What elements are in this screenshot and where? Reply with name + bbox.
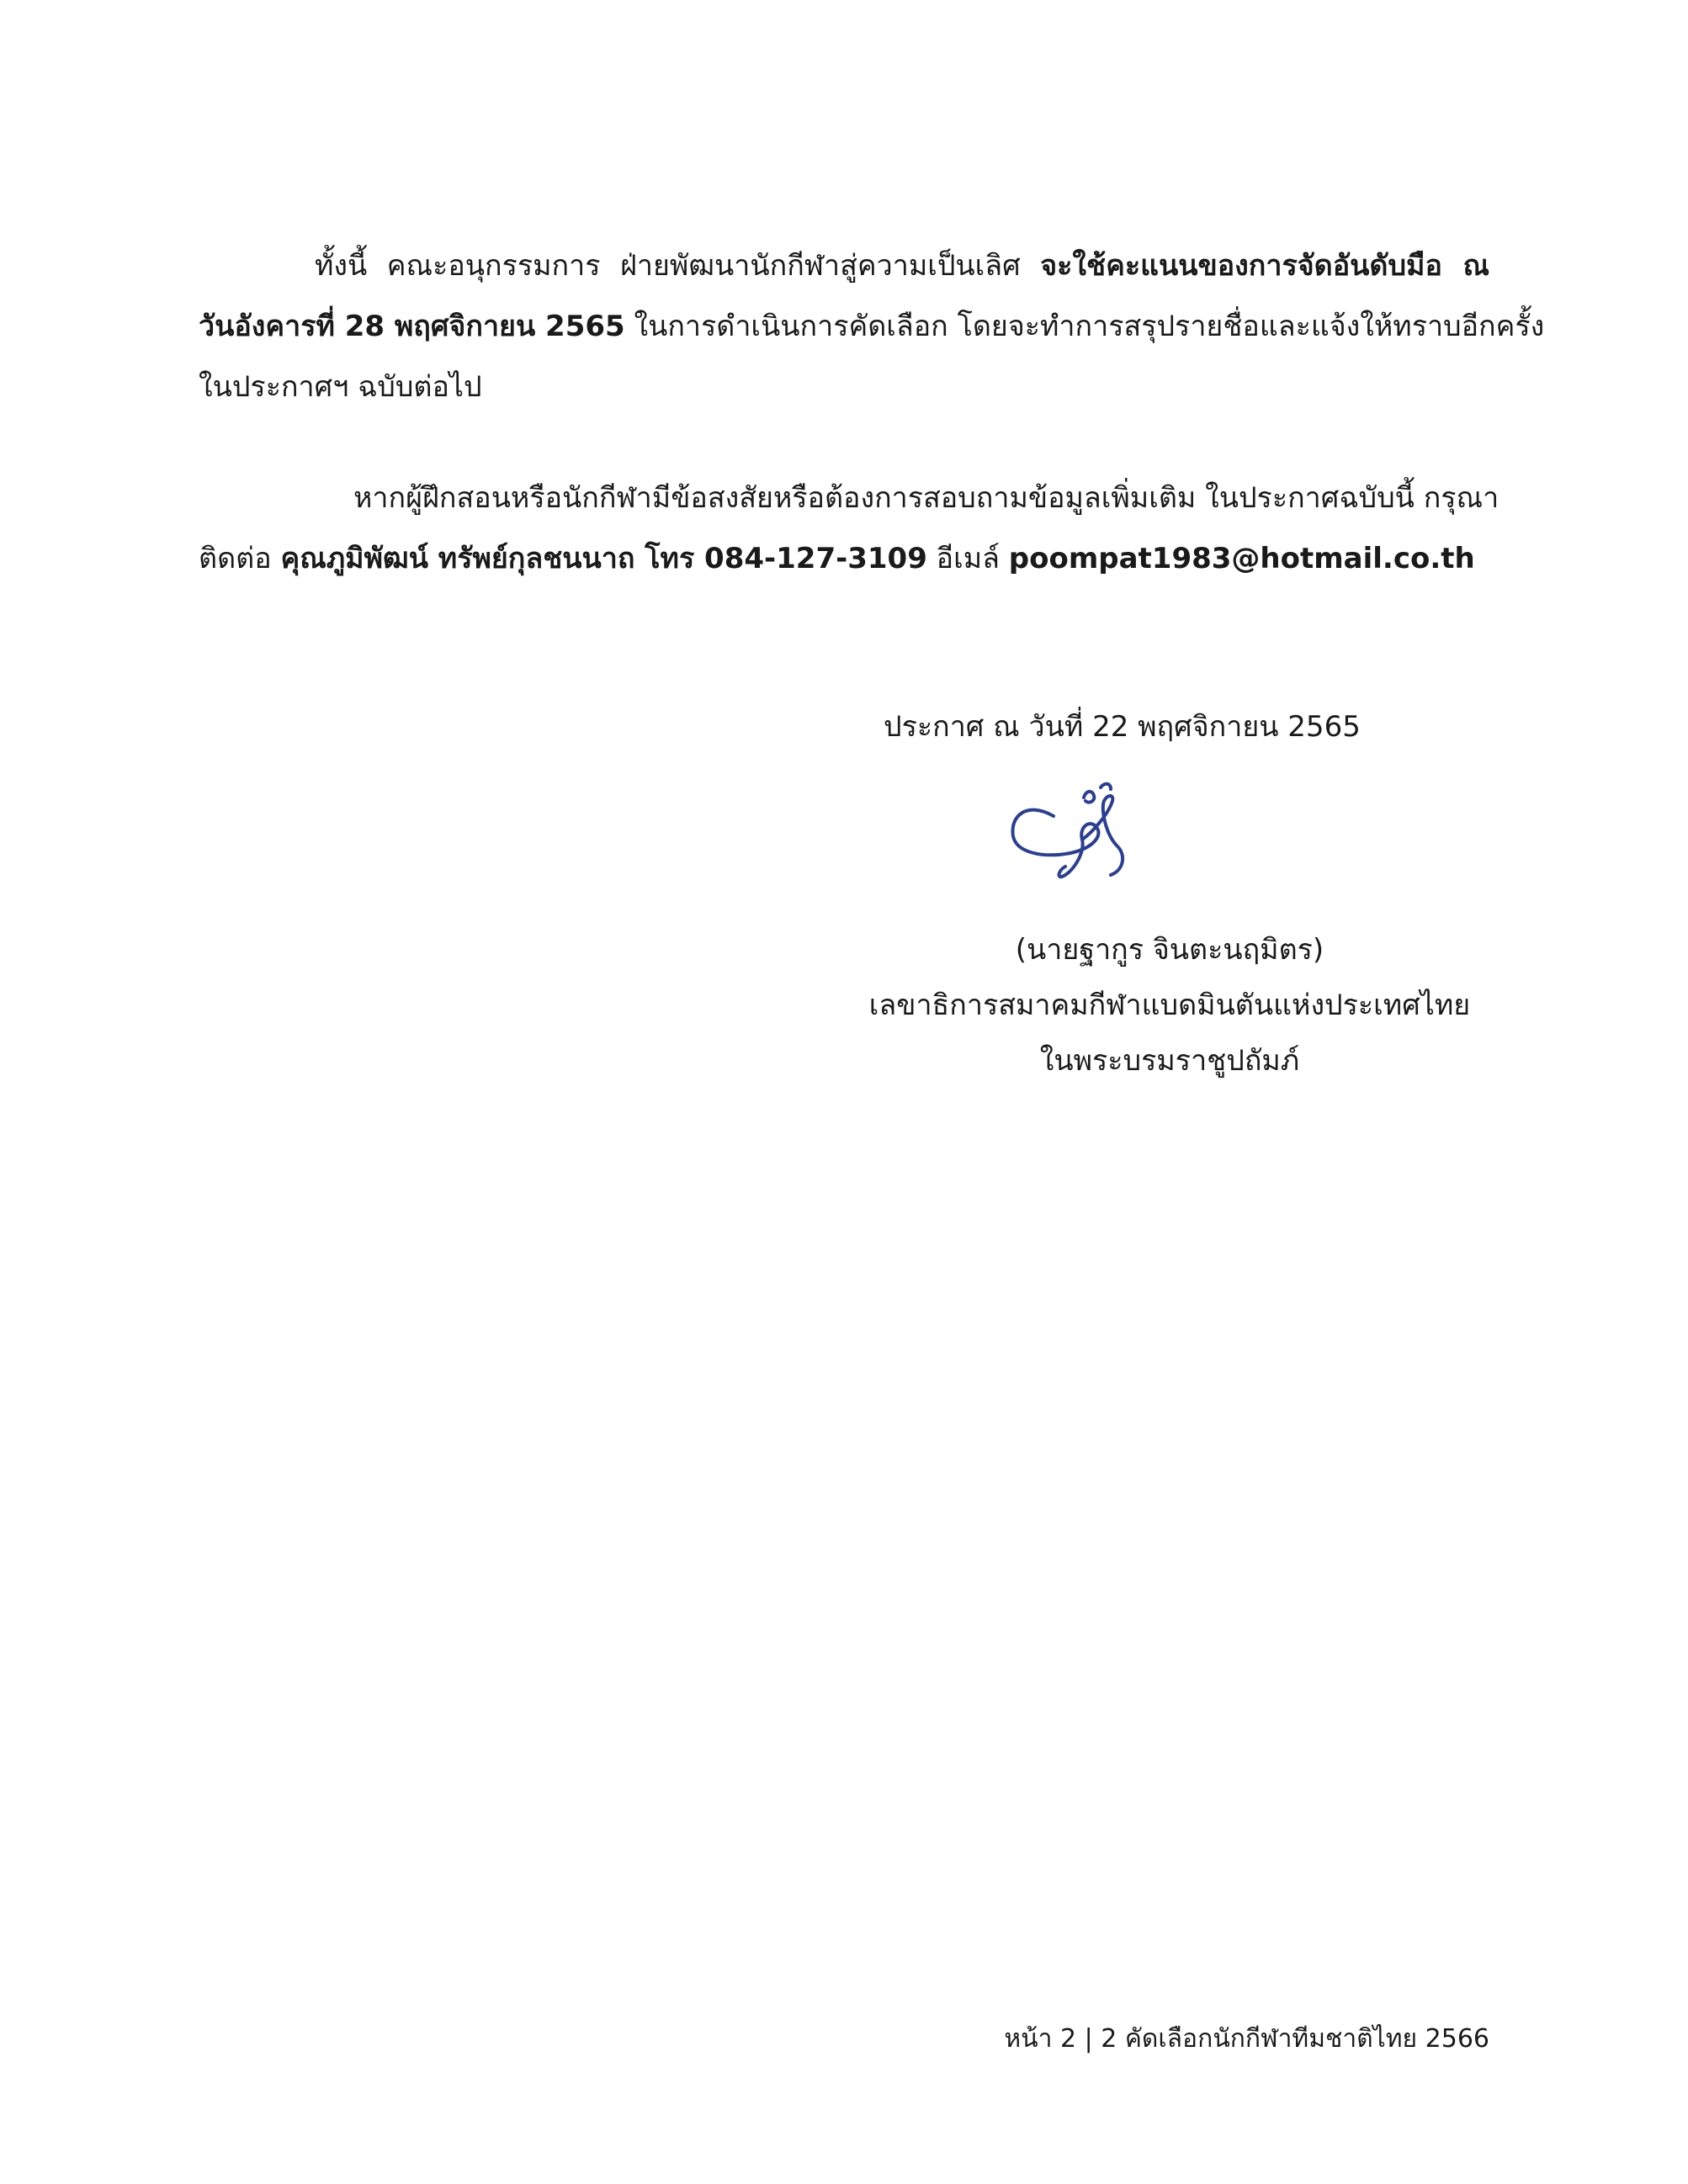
- ranking-date-text: วันอังคารที่ 28 พฤศจิกายน 2565: [199, 310, 625, 343]
- paragraph1-line2: [199, 296, 1545, 357]
- page-footer: หน้า 2 | 2 คัดเลือกนักกีฬาทีมชาติไทย 2566: [1004, 2024, 1489, 2054]
- paragraph1-text-continued: ในการดำเนินการคัดเลือก โดยจะทำการสรุปรายชื่อและแจ้งให้ทราบอีกครั้ง: [624, 310, 1545, 343]
- paragraph1-line3: ในประกาศฯ ฉบับต่อไป: [199, 370, 482, 404]
- contact-email: poompat1983@hotmail.co.th: [1008, 542, 1475, 575]
- paragraph1-bold-text: จะใช้คะแนนของการจัดอันดับมือ ณ: [1040, 249, 1489, 283]
- paragraph1-text: ทั้งนี้ คณะอนุกรรมการ ฝ่ายพัฒนานักกีฬาสู่ความเป็นเลิศ: [315, 249, 1041, 283]
- paragraph2-line1: หากผู้ฝึกสอนหรือนักกีฬามีข้อสงสัยหรือต้องการสอบถามข้อมูลเพิ่มเติม ในประกาศฉบับนี้ กรุณา: [353, 481, 1500, 515]
- paragraph-selection-criteria: [199, 236, 1545, 417]
- paragraph-contact: [199, 468, 1500, 589]
- announcement-date: ประกาศ ณ วันที่ 22 พฤศจิกายน 2565: [884, 710, 1361, 744]
- paragraph2-line2: [199, 528, 1489, 589]
- contact-person: คุณภูมิพัฒน์ ทรัพย์กุลชนนาถ โทร 084-127-3109: [280, 542, 927, 575]
- contact-prefix: ติดต่อ: [199, 542, 281, 575]
- signatory-position: เลขาธิการสมาคมกีฬาแบดมินตันแห่งประเทศไทย: [868, 989, 1471, 1022]
- email-label: อีเมล์: [926, 542, 1009, 575]
- signatory-name: (นายฐากูร จินตะนฤมิตร): [1015, 933, 1324, 967]
- signature-image: [1001, 776, 1153, 893]
- signatory-patronage: ในพระบรมราชูปถัมภ์: [1039, 1044, 1300, 1078]
- paragraph1-line1: [199, 236, 1489, 296]
- signatory-block: [808, 922, 1531, 1089]
